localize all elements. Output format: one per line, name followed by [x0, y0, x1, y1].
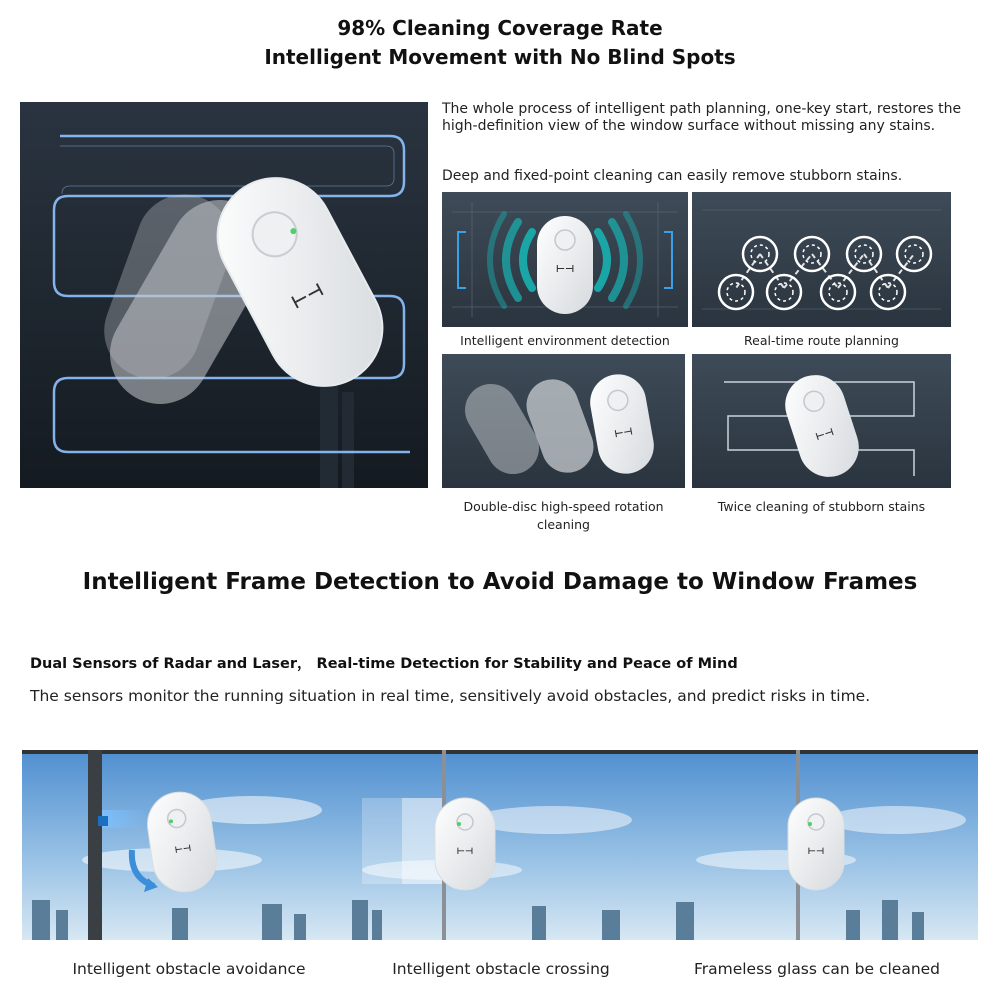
route-planning-image	[692, 192, 951, 327]
intro-paragraph-1: The whole process of intelligent path planning, one-key start, restores the high-definition view of the window surface without missing any stains.	[442, 101, 962, 134]
feature-caption-4: Twice cleaning of stubborn stains	[717, 499, 926, 514]
sensors-description: The sensors monitor the running situation in real time, sensitively avoid obstacles, and predict risks in time.	[30, 687, 871, 705]
page-title	[0, 14, 1000, 72]
svg-text:⊢⊣: ⊢⊣	[288, 279, 328, 314]
stain-cleaning-image	[692, 354, 951, 488]
rotation-cleaning-image	[442, 354, 685, 488]
frame-section-title: Intelligent Frame Detection to Avoid Damage to Window Frames	[82, 569, 918, 595]
radar-detection-image	[442, 192, 688, 327]
scene-caption-1: Intelligent obstacle avoidance	[72, 960, 306, 978]
svg-text:⊢⊣: ⊢⊣	[613, 426, 634, 441]
title-line-2: Intelligent Movement with No Blind Spots	[264, 45, 736, 69]
svg-text:⊢⊣: ⊢⊣	[807, 847, 825, 857]
svg-text:⊢⊣: ⊢⊣	[456, 847, 474, 857]
title-line-1: 98% Cleaning Coverage Rate	[337, 16, 663, 40]
svg-text:⊢⊣: ⊢⊣	[555, 264, 575, 275]
scene-caption-2: Intelligent obstacle crossing	[392, 960, 610, 978]
obstacle-crossing-image	[342, 750, 656, 940]
feature-caption-1: Intelligent environment detection	[460, 333, 670, 348]
obstacle-avoidance-image	[22, 750, 342, 940]
path-planning-hero-image	[20, 102, 428, 488]
intro-paragraph-2: Deep and fixed-point cleaning can easily remove stubborn stains.	[442, 168, 903, 184]
frameless-glass-image	[656, 750, 978, 940]
feature-caption-3: Double-disc high-speed rotation cleaning	[463, 499, 664, 532]
feature-caption-2: Real-time route planning	[744, 333, 899, 348]
scene-caption-3: Frameless glass can be cleaned	[693, 960, 941, 978]
svg-text:⊢⊣: ⊢⊣	[814, 426, 836, 444]
sensors-subheading: Dual Sensors of Radar and Laser， Real-time Detection for Stability and Peace of Mind	[30, 656, 738, 672]
svg-text:⊢⊣: ⊢⊣	[174, 843, 192, 857]
